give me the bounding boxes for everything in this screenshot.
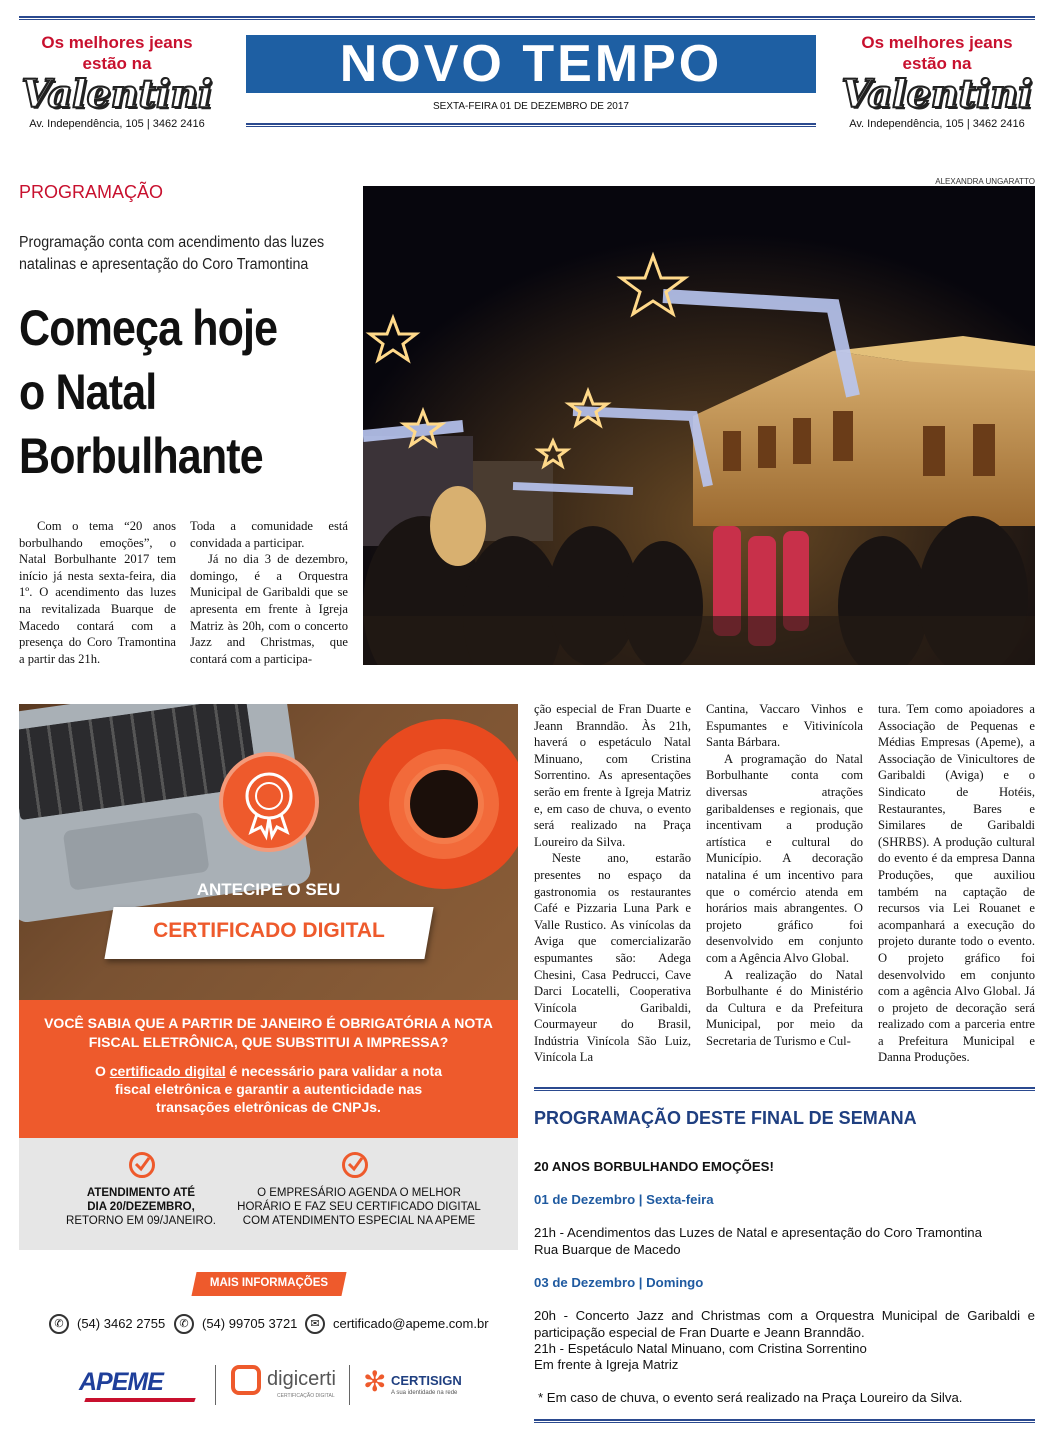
ad-answer <box>19 1062 518 1116</box>
paragraph: Com o tema “20 anos borbulhando emoções”, o Natal Borbulhante 2017 tem início já nesta sexta-feira, dia 1º. O acendimento das luzes na revitalizada Buarque de Macedo contará com a presença do Coro Tramontina a partir das 21h. <box>19 519 176 666</box>
valentini-ad-left[interactable] <box>17 32 217 130</box>
program-event: 21h - Acendimentos das Luzes de Natal e apresentação do Coro Tramontina <box>534 1225 982 1240</box>
mais-info-label: MAIS INFORMAÇÕES <box>209 1277 329 1289</box>
article-headline: Começa hoje o Natal Borbulhante <box>19 300 278 484</box>
masthead-rule <box>246 123 816 127</box>
email-address[interactable]: certificado@apeme.com.br <box>333 1316 489 1331</box>
check-icon <box>129 1152 155 1178</box>
issue-date: SEXTA-FEIRA 01 DE DEZEMBRO DE 2017 <box>433 101 629 112</box>
paragraph: tura. Tem como apoiadores a Associação de Pequenas e Médias Empresas (Apeme), a Associação de Vinicultores de Garibaldi (Aviga) e o Sindicato de Hotéis, Restaurantes, Bares e Similares de Garibaldi (SHRBS). A produção cultural do evento é da empresa Danna Produções, que auxiliou também na captação de recursos via Lei Rouanet e acompanhará a execução do projeto durante todo o evento. O projeto gráfico foi desenvolvido em conjunto com a agência Alvo Global. Já o projeto de decoração será realizado com a parceria entre a Prefeitura Municipal e Danna Produções. <box>878 702 1035 1065</box>
valentini-logo: Valentini <box>841 71 1033 116</box>
paragraph: A realização do Natal Borbulhante é do Ministério da Cultura e da Prefeitura Municipal, por meio da Secretaria de Turismo e Cul- <box>706 967 863 1048</box>
article-column-3 <box>534 701 691 1066</box>
text: é necessário para validar a nota fiscal eletrônica e garantir a autenticidade nas transações eletrônicas de CNPJs. <box>114 1063 443 1115</box>
paragraph: Já no dia 3 de dezembro, domingo, é a Orquestra Municipal de Garibaldi que se apresenta em frente à Igreja Matriz às 20h, com o concerto Jazz and Christmas, que contará com a participa- <box>190 552 348 666</box>
program-note: * Em caso de chuva, o evento será realizado na Praça Loureiro da Silva. <box>538 1390 963 1405</box>
photo-credit: ALEXANDRA UNGARATTO <box>935 177 1035 186</box>
article-subtitle: Programação conta com acendimento das luzes natalinas e apresentação do Coro Tramontina <box>19 234 325 273</box>
phone-number-2[interactable]: (54) 99705 3721 <box>202 1316 298 1331</box>
phone-icon: ✆ <box>49 1314 69 1334</box>
program-event: Rua Buarque de Macedo <box>534 1242 681 1257</box>
ad-address: Av. Independência, 105 | 3462 2416 <box>29 118 205 130</box>
digicerti-logo: digicerti <box>267 1368 336 1390</box>
program-event: 21h - Espetáculo Natal Minuano, com Cristina Sorrentino <box>534 1341 867 1356</box>
text: DIA 20/DEZEMBRO, <box>87 1201 195 1213</box>
program-event: 20h - Concerto Jazz and Christmas com a Orquestra Municipal de Garibaldi e participação especial de Fran Duarte e Jeann Branndão. <box>534 1308 1035 1340</box>
email-icon: ✉ <box>305 1314 325 1334</box>
program-event: Em frente à Igreja Matriz <box>534 1357 679 1372</box>
program-day-2: 03 de Dezembro | Domingo <box>534 1275 704 1290</box>
benefit-1 <box>51 1186 231 1228</box>
article-photo <box>363 186 1035 665</box>
ad-benefits <box>19 1138 518 1250</box>
certificado-link[interactable]: certificado digital <box>109 1063 226 1079</box>
certificate-badge-icon <box>219 752 319 852</box>
program-title: PROGRAMAÇÃO DESTE FINAL DE SEMANA <box>534 1108 917 1128</box>
program-top-rule <box>534 1087 1035 1091</box>
apeme-logo: APEME <box>79 1368 163 1396</box>
digicerti-logo-sub: CERTIFICAÇÃO DIGITAL <box>277 1393 335 1399</box>
divider <box>215 1365 216 1405</box>
divider <box>349 1365 350 1405</box>
ad-banner <box>19 704 518 1000</box>
program-day-1: 01 de Dezembro | Sexta-feira <box>534 1192 714 1207</box>
article-column-5 <box>878 701 1035 1066</box>
section-label: PROGRAMAÇÃO <box>19 182 164 202</box>
whatsapp-icon: ✆ <box>174 1314 194 1334</box>
valentini-ad-right[interactable] <box>837 32 1037 130</box>
phone-number-1[interactable]: (54) 3462 2755 <box>77 1316 166 1331</box>
text: RETORNO EM 09/JANEIRO. <box>66 1215 216 1227</box>
program-theme: 20 ANOS BORBULHANDO EMOÇÕES! <box>534 1159 774 1174</box>
paragraph: Toda a comunidade está convidada a participar. <box>190 519 348 550</box>
certisign-logo: CERTISIGN <box>391 1373 462 1388</box>
ad-tagline-2: estão na <box>902 54 972 73</box>
valentini-logo: Valentini <box>21 71 213 116</box>
ad-tagline-2: estão na <box>82 54 152 73</box>
program-bottom-rule <box>534 1419 1035 1423</box>
digicerti-logo-icon <box>231 1365 261 1395</box>
text: COM ATENDIMENTO ESPECIAL NA APEME <box>242 1215 476 1227</box>
text: HORÁRIO E FAZ SEU CERTIFICADO DIGITAL <box>237 1201 481 1213</box>
ad-contact <box>19 1250 518 1440</box>
ad-address: Av. Independência, 105 | 3462 2416 <box>849 118 1025 130</box>
text: ATENDIMENTO ATÉ <box>86 1187 196 1199</box>
benefit-2 <box>224 1186 494 1228</box>
text: O EMPRESÁRIO AGENDA O MELHOR <box>257 1187 461 1199</box>
certisign-logo-icon: ✻ <box>363 1366 387 1397</box>
paragraph: ção especial de Fran Duarte e Jeann Branndão. Às 21h, haverá o espetáculo Natal Minuano, com Cristina Sorrentino. As apresentações serão em frente à Igreja Matriz e, em caso de chuva, o evento será realizado na Praça Loureiro da Silva. <box>534 702 691 849</box>
article-column-4 <box>706 701 863 1049</box>
text: O <box>94 1063 110 1079</box>
christmas-street-photo <box>363 186 1035 665</box>
ad-info-panel <box>19 1000 518 1138</box>
paragraph: Neste ano, estarão presentes no espaço da gastronomia os restaurantes Café e Pizzaria Luna Park e Valle Rustico. As vinícolas da Aviga que comercializarão espumantes são: Adega Chesini, Casa Pedrucci, Cave Darci Locatelli, Cooperativa Vinícola Garibaldi, Courmayeur do Brasil, Indústria Vinícola São Luiz, Vinícola La <box>534 851 691 1065</box>
check-icon <box>342 1152 368 1178</box>
ad-tagline-1: Os melhores jeans <box>41 33 193 52</box>
apeme-logo-swoosh <box>84 1398 195 1402</box>
paragraph: Cantina, Vaccaro Vinhos e Espumantes e Vitivinícola Santa Bárbara. <box>706 702 863 750</box>
masthead: NOVO TEMPO <box>246 35 816 93</box>
certificate-ad[interactable] <box>19 704 518 1440</box>
ad-tagline-1: Os melhores jeans <box>861 33 1013 52</box>
ad-antecipe: ANTECIPE O SEU <box>196 880 341 899</box>
ad-question: VOCÊ SABIA QUE A PARTIR DE JANEIRO É OBRIGATÓRIA A NOTA FISCAL ELETRÔNICA, QUE SUBSTITUI A IMPRESSA? <box>44 1015 493 1050</box>
coffee-saucer-image <box>359 719 518 889</box>
paragraph: A programação do Natal Borbulhante conta com diversas atrações garibaldenses e regionais, que incentivam a produção artística e cultural do Município. A decoração natalina é um incentivo para que o comércio atenda em horários mais abrangentes. O projeto gráfico foi desenvolvido em conjunto com a Agência Alvo Global. <box>706 751 863 965</box>
ad-title: CERTIFICADO DIGITAL <box>153 919 385 942</box>
article-column-1 <box>19 518 176 667</box>
top-rule <box>19 16 1035 20</box>
article-column-2 <box>190 518 348 667</box>
certisign-logo-sub: A sua identidade na rede <box>391 1390 458 1396</box>
